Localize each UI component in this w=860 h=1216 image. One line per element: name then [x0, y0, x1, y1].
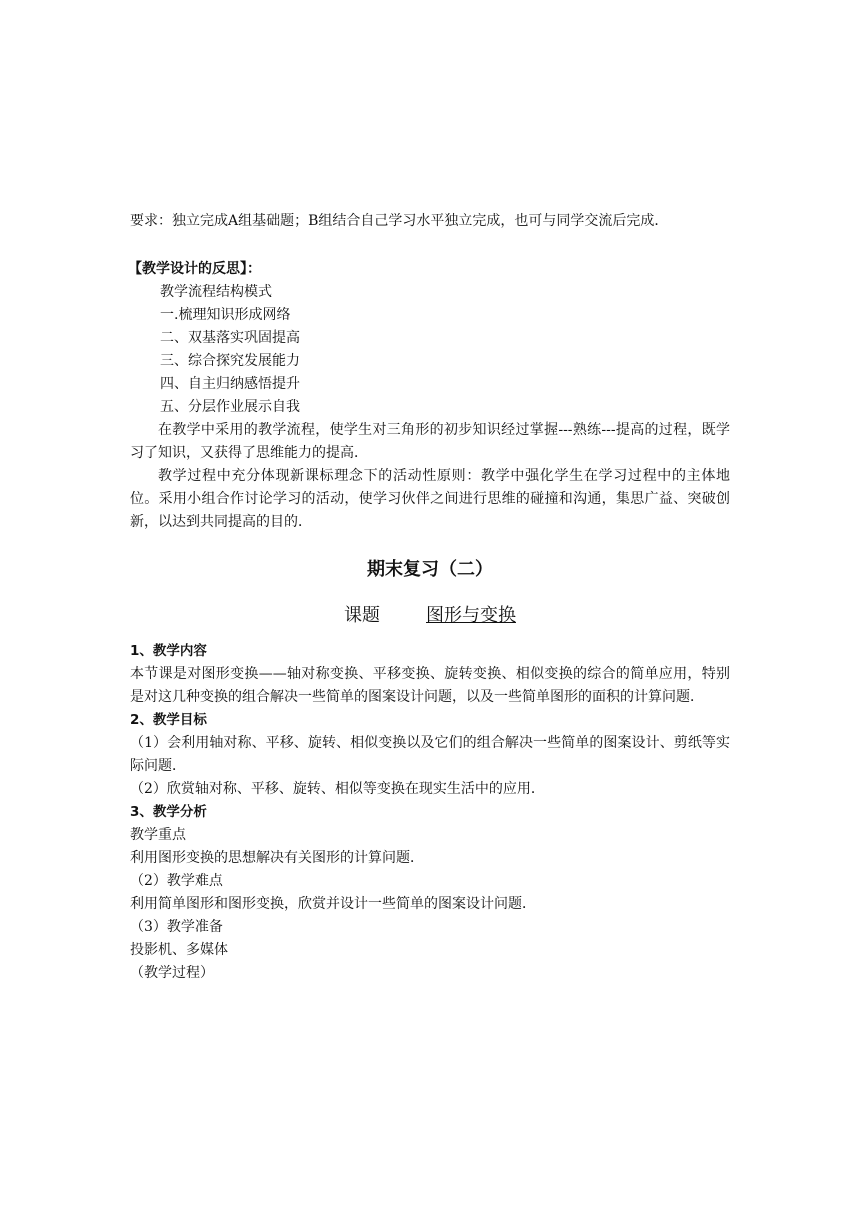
- topic-name: 图形与变换: [426, 605, 516, 626]
- prep-text: 投影机、多媒体: [130, 942, 228, 958]
- reflection-heading: 【教学设计的反思】：: [128, 261, 261, 277]
- analysis-heading: 3、教学分析: [130, 804, 207, 820]
- document-page: [130, 210, 730, 985]
- reflection-paragraph-1: 在教学中采用的教学流程，使学生对三角形的初步知识经过掌握---熟练---提高的过程，既学习了知识，又获得了思维能力的提高．: [130, 422, 730, 461]
- step-item-1: 一.梳理知识形成网络: [160, 307, 291, 323]
- key-text: 利用图形变换的思想解决有关图形的计算问题．: [130, 850, 424, 866]
- difficulty-text: 利用简单图形和图形变换，欣赏并设计一些简单的图案设计问题．: [130, 896, 536, 912]
- content-heading: 1、教学内容: [130, 643, 207, 659]
- topic-title: [130, 602, 730, 630]
- content-text: 本节课是对图形变换——轴对称变换、平移变换、旋转变换、相似变换的综合的简单应用，特别是对这几种变换的组合解决一些简单的图案设计问题，以及一些简单图形的面积的计算问题．: [130, 666, 730, 705]
- process-label: （教学过程）: [130, 965, 214, 981]
- step-item-4: 四、自主归纳感悟提升: [160, 376, 300, 392]
- key-label: 教学重点: [130, 827, 186, 843]
- step-item-5: 五、分层作业展示自我: [160, 399, 300, 415]
- chapter-title: 期末复习（二）: [367, 559, 493, 580]
- goal-1: （1）会利用轴对称、平移、旋转、相似变换以及它们的组合解决一些简单的图案设计、剪纸等实际问题．: [130, 735, 730, 774]
- reflection-paragraph-2: 教学过程中充分体现新课标理念下的活动性原则：教学中强化学生在学习过程中的主体地位。采用小组合作讨论学习的活动，使学习伙伴之间进行思维的碰撞和沟通，集思广益、突破创新，以达到共同提高的目的．: [130, 468, 730, 530]
- goal-2: （2）欣赏轴对称、平移、旋转、相似等变换在现实生活中的应用．: [130, 781, 545, 797]
- requirement-text: 要求：独立完成A组基础题；B组结合自己学习水平独立完成，也可与同学交流后完成．: [130, 213, 669, 229]
- difficulty-label: （2）教学难点: [130, 873, 223, 889]
- prep-label: （3）教学准备: [130, 919, 223, 935]
- step-item-3: 三、综合探究发展能力: [160, 353, 300, 369]
- structure-title: 教学流程结构模式: [160, 284, 272, 300]
- step-item-2: 二、双基落实巩固提高: [160, 330, 300, 346]
- spacer: [130, 233, 730, 256]
- goals-heading: 2、教学目标: [130, 712, 207, 728]
- topic-label: 课题: [344, 605, 380, 626]
